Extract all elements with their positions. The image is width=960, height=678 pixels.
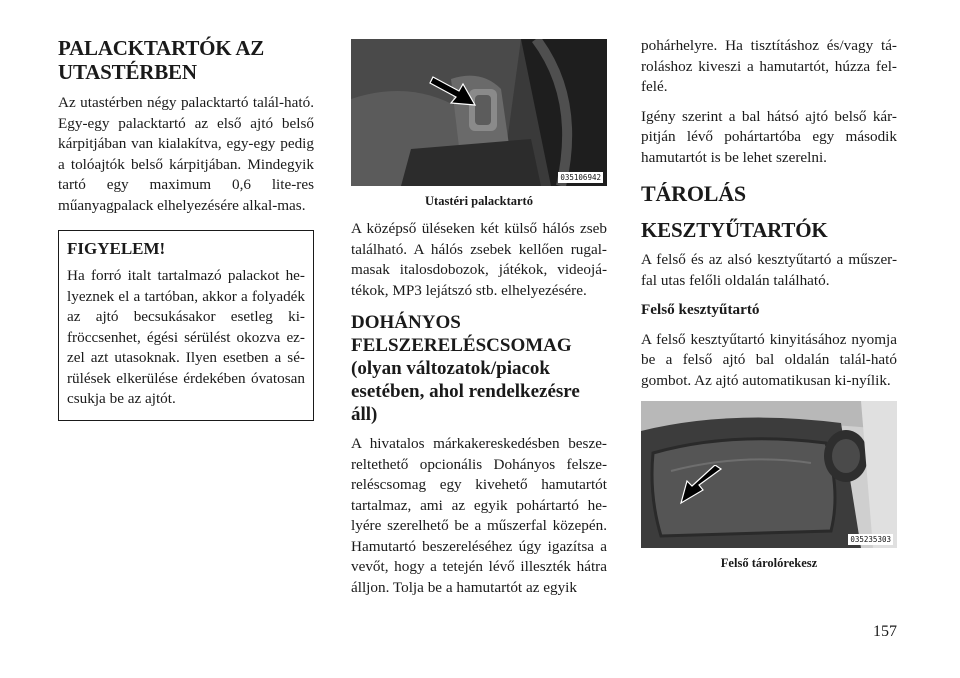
section-heading-storage: TÁROLÁS	[641, 181, 746, 206]
bottle-holder-illustration	[351, 39, 607, 186]
paragraph-smoker-kit: A hivatalos márkakereskedésben besze-reltethető opcionális Dohányos felsze-reléscsomag egy kivehető hamutartót tartalmaz, ami az egyik pohártartó he-lyére szerelhető be a műszerfal közepén. Hamutartó beszereléséhez úgy igazítsa a vevőt, hogy a tetején lévő illeszték hátra álljon. Tolja be a hamutartót az egyik	[351, 435, 607, 596]
paragraph-second-ashtray: Igény szerint a bal hátsó ajtó belső kár-pitján lévő pohártartóba egy második hamutartót is be lehet szerelni.	[641, 107, 897, 166]
paragraph-ashtray-removal: pohárhelyre. Ha tisztításhoz és/vagy tá-roláshoz kiveszi a hamutartót, húzza fel-felé.	[641, 37, 897, 95]
page-number: 157	[873, 623, 897, 640]
warning-text: Ha forró italt tartalmazó palackot he-lyeznek el a tartóban, akkor a folyadék az ajtó becsukásakor esetleg ki-fröccsenhet, égési sérülést okozva ez-zel azt utasoknak. Ilyen esetben a sé-rülések elkerülése érdekében óvatosan csukja be az ajtót.	[67, 267, 305, 407]
paragraph-upper-glove-box: A felső kesztyűtartó kinyitásához nyomja be a felső ajtó bal oldalán talál-ható gombot. Az ajtó automatikusan ki-nyílik.	[641, 330, 897, 389]
figure-caption: Felső tárolórekesz	[720, 556, 818, 570]
warning-box	[58, 230, 314, 421]
column-left	[58, 36, 314, 421]
column-right	[641, 36, 897, 571]
figure-id: 035106942	[560, 173, 601, 182]
warning-title: FIGYELEM!	[67, 239, 166, 258]
section-heading-glove-boxes: KESZTYŰTARTÓK	[641, 218, 828, 242]
heading-line: FELSZERELÉSCSOMAG	[351, 335, 572, 356]
heading-line: UTASTÉRBEN	[58, 60, 197, 84]
figure-id: 035235303	[850, 535, 891, 544]
section-heading-smoker-kit	[351, 311, 607, 426]
heading-line: esetében, ahol rendelkezésre	[351, 381, 580, 402]
heading-line: (olyan változatok/piacok	[351, 358, 550, 379]
heading-line: DOHÁNYOS	[351, 312, 461, 333]
heading-line: áll)	[351, 404, 378, 425]
paragraph-glove-boxes: A felső és az alsó kesztyűtartó a műszer-fal utas felőli oldalán található.	[641, 251, 897, 289]
figure-caption: Utastéri palacktartó	[425, 194, 533, 208]
paragraph-mesh-pockets: A középső üléseken két külső hálós zseb található. A hálós zsebek kellően rugal-masak italosdobozok, játékok, videojá-tékok, MP3 lejátszó stb. elhelyezésére.	[351, 220, 607, 299]
column-middle	[351, 39, 607, 598]
heading-line: PALACKTARTÓK AZ	[58, 36, 265, 60]
bottle-holder-photo	[351, 39, 607, 186]
arrow-icon	[429, 71, 479, 111]
arrow-icon	[677, 465, 725, 507]
subheading-upper-glove-box: Felső kesztyűtartó	[641, 301, 760, 318]
paragraph-bottle-holders: Az utastérben négy palacktartó talál-ható. Egy-egy palacktartó az első ajtó belső kárpitjában van kialakítva, egy-egy pedig a tolóajtók belső kárpitjában. Mindegyik tartó egy maximum 0,6 lite-res műanyagpalack elhelyezésére alkal-mas.	[58, 94, 314, 214]
section-heading-bottle-holders	[58, 36, 314, 84]
glove-box-photo	[641, 401, 897, 548]
